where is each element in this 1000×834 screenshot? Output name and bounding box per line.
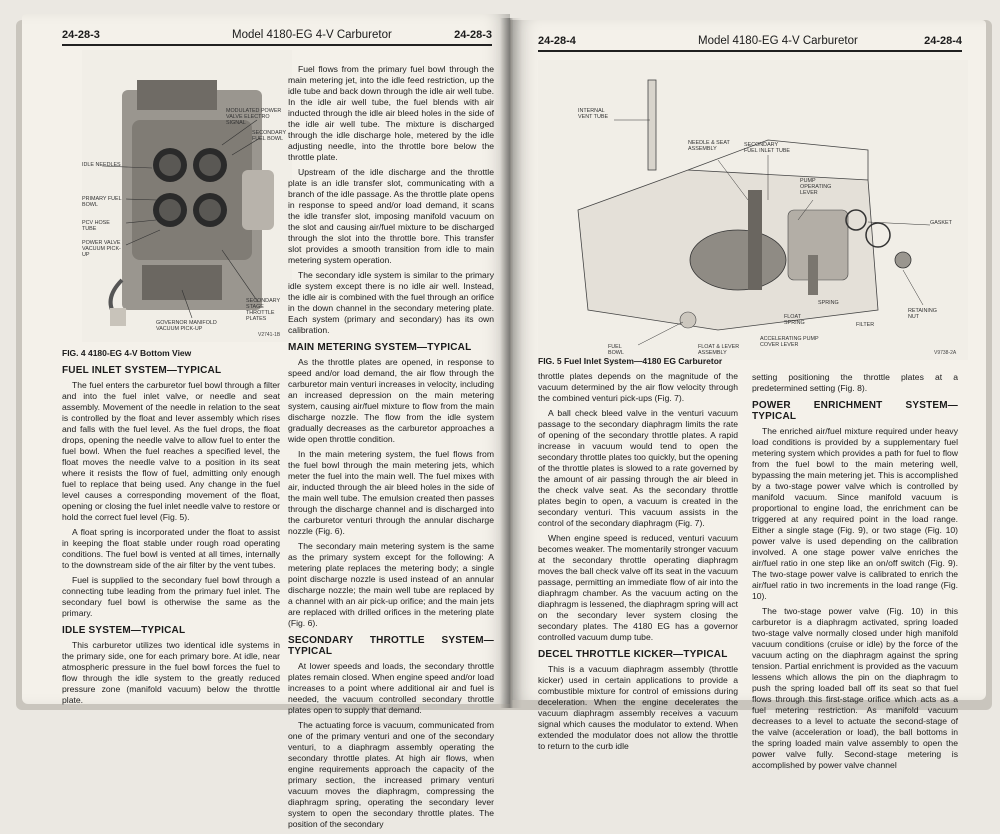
right-page-column-2	[752, 372, 958, 775]
figure-label: RETAINING NUT	[908, 308, 937, 320]
figure-label: PUMP OPERATING LEVER	[800, 178, 832, 196]
figure-label: INTERNAL VENT TUBE	[578, 108, 609, 120]
paragraph: setting positioning the throttle plates at a predetermined setting (Fig. 8).	[752, 372, 958, 393]
paragraph: Fuel is supplied to the secondary fuel bowl through a connecting tube leading from the primary fuel inlet. The secondary fuel bowl is otherwise the same as the primary.	[62, 575, 280, 618]
paragraph: This carburetor utilizes two identical idle systems in the primary side, one for each primary bore. At idle, near atmospheric pressure in the fuel bowl forces the fuel to flow through the idle system to the greatly reduced pressure zone (manifold vacuum) below the throttle plate.	[62, 640, 280, 705]
figure-4-bottom-view	[82, 50, 292, 342]
figure-label: FLOAT SPRING	[784, 314, 805, 326]
paragraph: At lower speeds and loads, the secondary throttle plates remain closed. When engine speed and/or load increases to a point where additional air and fuel is needed, the vacuum controlled secondary throttle plates open to supply that demand.	[288, 661, 494, 715]
paragraph: This is a vacuum diaphragm assembly (throttle kicker) used in certain applications to provide a combustible mixture for control of emissions during deceleration. When the engine decelerates the vacuum diaphragm assembly receives a vacuum signal which causes the modulator to extend. When extended the modulator does not allow the throttle to return to the curb idle	[538, 664, 738, 751]
figure-label: SECONDARY FUEL INLET TUBE	[744, 142, 791, 154]
figure-label: FLOAT & LEVER ASSEMBLY	[698, 344, 740, 356]
right-page-column-1	[538, 352, 738, 756]
paragraph: Upstream of the idle discharge and the throttle plate is an idle transfer slot, communicating with a branch of the idle passage. As the throttle plate opens in response to speed and/or load demand, it scans the idle transfer slot, imposing manifold vacuum on the slot and causing air/fuel mixture to be discharged through the slot into the throttle bore. This transfer slot provides a smooth transition from idle to main metering system operation.	[288, 167, 494, 265]
figure-label: GASKET	[930, 220, 952, 226]
figure-label: PRIMARY FUEL BOWL	[82, 196, 122, 208]
figure-label: FILTER	[856, 322, 875, 328]
figure-caption: FIG. 5 Fuel Inlet System—4180 EG Carburetor	[538, 356, 723, 366]
figure-label: GOVERNOR MANIFOLD VACUUM PICK-UP	[156, 320, 217, 332]
page-title: Model 4180-EG 4-V Carburetor	[698, 35, 858, 47]
left-page-column-2	[288, 64, 494, 834]
paragraph: The secondary idle system is similar to the primary idle system except there is no idle air well. Instead, the idle air is combined with the fuel through an orifice in the down channel in the secondary metering plate. Each system (primary and secondary) has its own calibration.	[288, 270, 494, 335]
paragraph: A ball check bleed valve in the venturi vacuum passage to the secondary diaphragm limits the rate of opening of the secondary throttle plates. A rapid increase in vacuum would tend to open the secondary throttle plates too quickly, but the opening of the throttle plates is slowed to a rate governed by the amount of air passing through the air bleed in the check valve seat. As the secondary throttle plates begin to open, a vacuum is created in the secondary venturi. This vacuum assists in the control of the secondary diaphragm (Fig. 7).	[538, 408, 739, 528]
paragraph: Fuel flows from the primary fuel bowl through the main metering jet, into the idle feed restriction, up the idle tube and back down through the idle air well tube. In the idle air well tube, the fuel blends with air inducted through the idle air bleed holes in the side of the idle air well tube. The mixture is discharged through the idle discharge hole, metered by the idle adjusting needle, into the throttle bore below the throttle plate.	[288, 64, 494, 162]
figure-label: FUEL BOWL	[608, 344, 624, 356]
paragraph: In the main metering system, the fuel flows from the fuel bowl through the main metering jets, which meter the fuel into the main well. The fuel mixes with air, inducted through the air bleed holes in the side of the main well tube. The emulsion created then passes through the discharge channel and is discharged into the carburetor venturi through the annular discharge nozzle (Fig. 6).	[288, 449, 494, 536]
left-page-header	[62, 22, 492, 46]
figure-code: V9738-2A	[934, 350, 957, 356]
figure-label: PCV HOSE TUBE	[82, 220, 110, 232]
paragraph: The secondary main metering system is the same as the primary system except for the following: A metering plate replaces the metering body; a single point discharge nozzle is used instead of an annular discharge nozzle; the main well tube are replaced by a channel with an air pick-up orifice; and the main jets are replaced with drilled orifices in the metering plate (Fig. 6).	[288, 541, 494, 628]
left-page-column-1	[62, 344, 280, 710]
paragraph: The two-stage power valve (Fig. 10) in this carburetor is a diaphragm activated, spring loaded two-stage valve normally closed under high manifold vacuum conditions (cruise or idle) by the force of the vacuum acting on the diaphragm against the spring tension. Partial enrichment is provided as the vacuum lessens which allows the pin on the diaphragm to push the spring loaded ball off its seat so that fuel flows through this first-stage orifice which acts as a fuel metering restriction. As manifold vacuum decreases to a level to actuate the second-stage of the valve (acceleration or load), the ball bottoms in the spring loaded main valve assembly to open the power valve fully. Second-stage metering is accomplished by power valve channel	[752, 606, 958, 770]
figure-label: POWER VALVE VACUUM PICK-UP	[82, 240, 121, 258]
page-number: 24-28-4	[924, 35, 962, 47]
paragraph: A float spring is incorporated under the float to assist in keeping the float stable under rough road operating conditions. The fuel bowl is vented at all times, internally to the downstream side of the air filter by the vent tubes.	[62, 527, 280, 570]
figure-label: SPRING	[818, 300, 839, 306]
figure-label: NEEDLE & SEAT ASSEMBLY	[688, 140, 730, 152]
figure-label: ACCELERATING PUMP COVER LEVER	[760, 336, 819, 348]
section-heading: FUEL INLET SYSTEM—TYPICAL	[62, 365, 222, 376]
page-number: 24-28-4	[538, 35, 576, 47]
figure-label: IDLE NEEDLES	[82, 162, 121, 168]
page-title: Model 4180-EG 4-V Carburetor	[232, 29, 392, 41]
figure-5-fuel-inlet	[538, 60, 968, 360]
paragraph: As the throttle plates are opened, in response to speed and/or load demand, the air flow through the carburetor main venturi increases in velocity, including an increased depression on the main metering system, causing air/fuel mixture to flow from the main discharge nozzle. The flow from the idle system gradually decreases as the carburetor approaches a wide open throttle condition.	[288, 357, 494, 444]
page-number: 24-28-3	[454, 29, 492, 41]
book-gutter	[500, 18, 522, 708]
paragraph: The enriched air/fuel mixture required under heavy load conditions is provided by a supplementary fuel metering system which provides a path for fuel to flow from the fuel bowl to the main metering well, bypassing the main metering jet. This is accomplished by a two-stage power valve which is controlled by manifold vacuum. Since manifold vacuum is proportional to engine load, the enrichment can be triggered at any required point in the load range. Either a single stage (Fig. 9), or two stage (Fig. 10) power valve is used depending on the calibration involved. A one stage power valve enriches the air/fuel ratio in one step like an on/off switch (Fig. 9). The two-stage power valve is calibrated to enrich the air/fuel ratio in two increments in the load range (Fig. 10).	[752, 426, 958, 601]
figure-code: V2741-1B	[258, 332, 281, 338]
paragraph: throttle plates depends on the magnitude of the vacuum determined by the air flow velocity through the combined venturi pick-ups (Fig. 7).	[538, 371, 738, 403]
section-heading: SECONDARY THROTTLE SYSTEM—TYPICAL	[288, 635, 494, 657]
paragraph: The actuating force is vacuum, communicated from one of the primary venturi and one of the secondary venturi, to a diaphragm assembly operating the secondary throttle plates. At high air flows, when engine requirements approach the capacity of the primary section, the increased primary venturi vacuum moves the diaphragm, compressing the diaphragm spring, operating the secondary lever system to open the secondary throttle plates. The position of the secondary	[288, 720, 494, 829]
figure-label: SECONDARY FUEL BOWL	[252, 130, 286, 142]
paragraph: The fuel enters the carburetor fuel bowl through a filter and into the fuel inlet valve, or needle and seat assembly. Movement of the needle in relation to the seat is controlled by the float and lever assembly which rises and falls with the fuel level. As the fuel drops, the float drops, opening the needle valve to allow fuel to enter the fuel bowl. When the fuel reaches a specified level, the float moves the needle valve to a position in its seat where it resists the flow of fuel, admitting only enough fuel to replace that being used. Any change in the fuel level causes a corresponding movement of the float, opening or closing the fuel inlet needle valve to restore or hold the correct fuel level (Fig. 5).	[62, 380, 280, 522]
right-page-header	[538, 28, 962, 52]
section-heading: POWER ENRICHMENT SYSTEM—TYPICAL	[752, 400, 958, 422]
figure-label: MODULATED POWER VALVE ELECTRO SIGNAL	[226, 108, 282, 126]
section-heading: MAIN METERING SYSTEM—TYPICAL	[288, 342, 472, 353]
figure-label: SECONDARY STAGE THROTTLE PLATES	[246, 298, 280, 322]
figure-caption: FIG. 4 4180-EG 4-V Bottom View	[62, 348, 192, 358]
section-heading: IDLE SYSTEM—TYPICAL	[62, 625, 186, 636]
paragraph: When engine speed is reduced, venturi vacuum becomes weaker. The momentarily stronger vacuum at the secondary throttle operating diaphragm moves the ball check valve off its seat in the vacuum passage, permitting an immediate flow of air into the diaphragm chamber. As the vacuum acting on the diaphragm is lessened, the diaphragm spring will act on the secondary lever system closing the secondary plates. The 4180 EG has a governor controlled vacuum dump tube.	[538, 533, 738, 642]
fuel-inlet-illustration	[538, 60, 968, 360]
left-page	[22, 14, 510, 829]
section-heading: DECEL THROTTLE KICKER—TYPICAL	[538, 649, 728, 660]
right-page	[512, 20, 986, 770]
page-number: 24-28-3	[62, 29, 100, 41]
